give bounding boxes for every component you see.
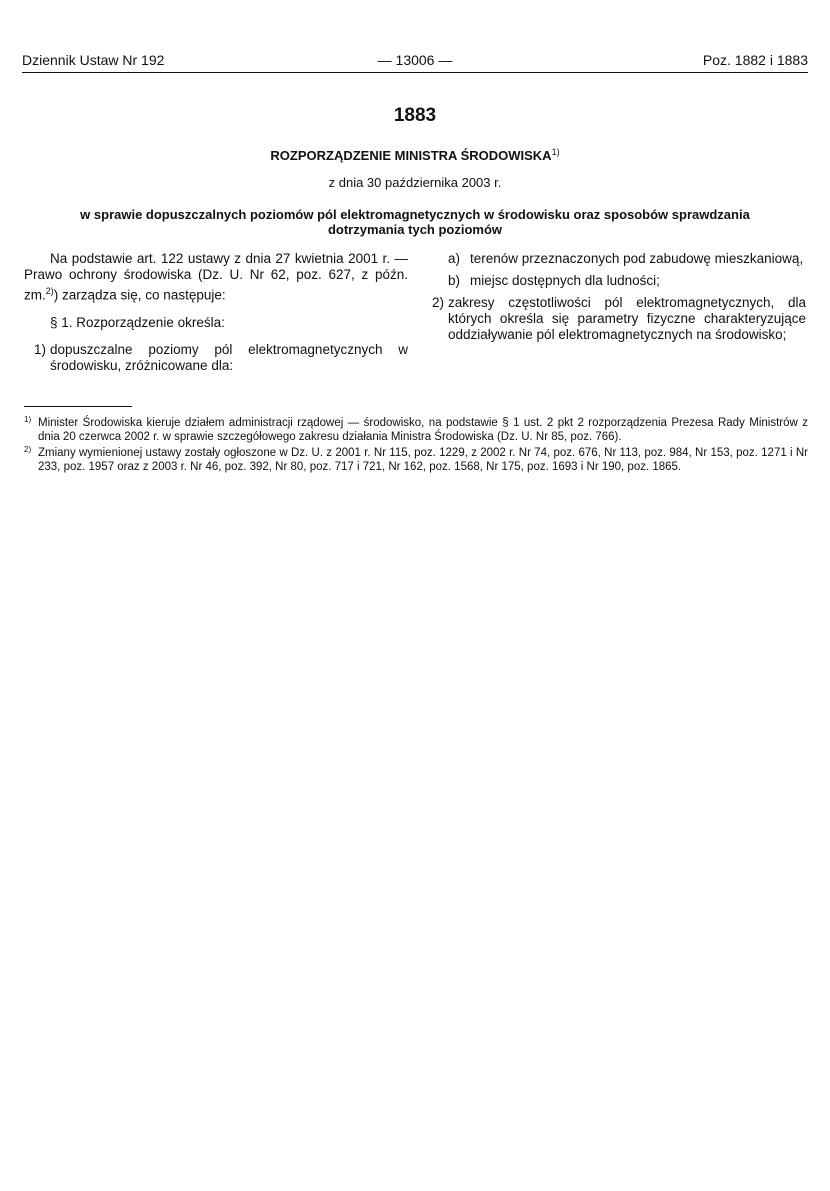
list-item-1b bbox=[422, 273, 806, 289]
footnote-2 bbox=[24, 446, 808, 474]
running-header bbox=[22, 50, 808, 70]
page-number: — 13006 — bbox=[377, 52, 453, 68]
preamble-text: Na podstawie art. 122 ustawy z dnia 27 kwietnia 2001 r. — Prawo ochrony środowiska (Dz. U. Nr 62, poz. 627, z późn. zm. bbox=[24, 251, 408, 303]
list-item-1-text: dopuszczalne poziomy pól elektromagnetycznych w środowisku, zróżnicowane dla: bbox=[50, 341, 408, 373]
list-item-2 bbox=[422, 295, 806, 343]
list-item-1b-letter: b) bbox=[448, 273, 461, 288]
list-item-1a bbox=[422, 251, 806, 267]
list-item-1a-text: terenów przeznaczonych pod zabudowę mieszkaniową, bbox=[470, 251, 804, 266]
act-title bbox=[0, 144, 830, 164]
footnotes bbox=[24, 416, 808, 476]
list-item-2-text: zakresy częstotliwości pól elektromagnetycznych, dla których określa się parametry fizyczne charakteryzujące oddziaływanie pól elektromagnetycznych na środowisko; bbox=[448, 295, 806, 342]
preamble bbox=[24, 251, 408, 304]
list-item-2-number: 2) bbox=[431, 295, 444, 310]
footnote-1-mark: 1) bbox=[24, 415, 32, 424]
footnote-ref-2: 2) bbox=[45, 286, 54, 296]
list-item-1-number: 1) bbox=[33, 341, 46, 357]
footnote-divider bbox=[24, 406, 132, 407]
act-title-text: ROZPORZĄDZENIE MINISTRA ŚRODOWISKA bbox=[270, 148, 552, 163]
footnote-1-text: Minister Środowiska kieruje działem administracji rządowej — środowisko, na podstawie § 1 ust. 2 pkt 2 rozporządzenia Prezesa Rady Ministrów z dnia 20 czerwca 2002 r. w sprawie szczegółowego zakresu działania Ministra Środowiska (Dz. U. Nr 85, poz. 766). bbox=[38, 417, 808, 443]
act-subject: w sprawie dopuszczalnych poziomów pól elektromagnetycznych w środowisku oraz sposobów sprawdzania dotrzymania tych poziomów bbox=[80, 207, 750, 237]
right-column bbox=[422, 251, 806, 343]
list-item-1 bbox=[24, 342, 408, 374]
footnote-1 bbox=[24, 416, 808, 444]
act-number: 1883 bbox=[393, 105, 437, 126]
list-item-1b-text: miejsc dostępnych dla ludności; bbox=[470, 273, 660, 288]
list-item-1a-letter: a) bbox=[448, 251, 461, 266]
footnote-ref-1: 1) bbox=[551, 147, 560, 157]
section-1-heading: § 1. Rozporządzenie określa: bbox=[50, 314, 225, 330]
left-column bbox=[24, 251, 408, 374]
act-date: z dnia 30 października 2003 r. bbox=[328, 175, 502, 190]
preamble-text-end: ) zarządza się, co następuje: bbox=[53, 287, 226, 303]
position-numbers: Poz. 1882 i 1883 bbox=[702, 52, 808, 68]
footnote-2-text: Zmiany wymienionej ustawy zostały ogłoszone w Dz. U. z 2001 r. Nr 115, poz. 1229, z 2002 r. Nr 74, poz. 676, Nr 113, poz. 984, Nr 153, poz. 1271 i Nr 233, poz. 1957 oraz z 2003 r. Nr 46, poz. 392, Nr 80, poz. 717 i 721, Nr 162, poz. 1568, Nr 175, poz. 1693 i Nr 190, poz. 1865. bbox=[38, 447, 808, 473]
header-divider bbox=[22, 72, 808, 73]
footnote-2-mark: 2) bbox=[24, 445, 32, 454]
journal-name: Dziennik Ustaw Nr 192 bbox=[22, 52, 165, 68]
